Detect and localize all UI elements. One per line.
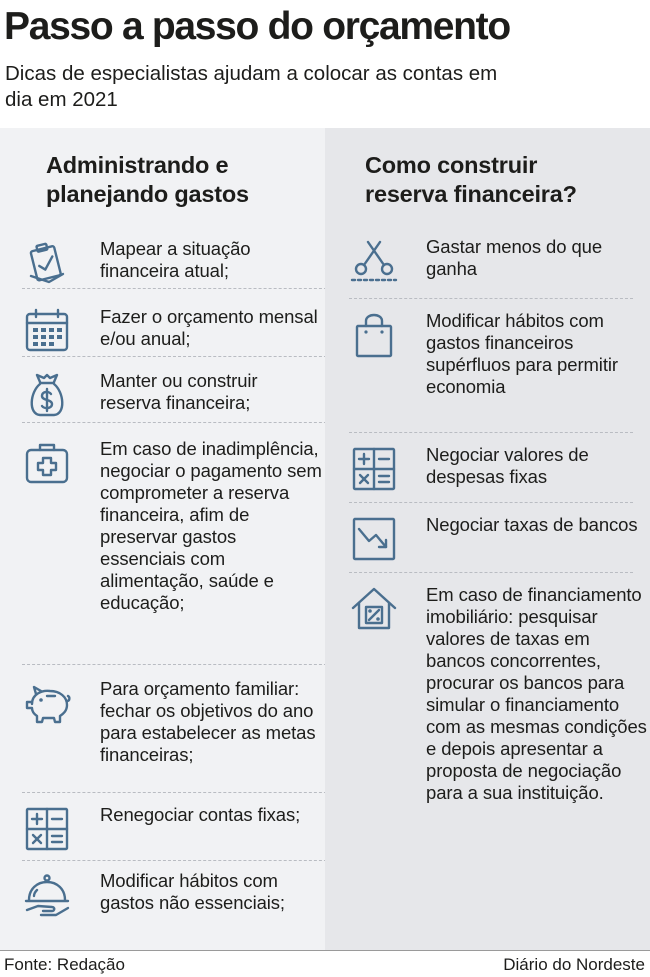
divider [349,298,633,299]
publisher-credit: Diário do Nordeste [503,955,645,974]
right-column-title [365,151,640,209]
page-subtitle: Dicas de especialistas ajudam a colocar as contas em dia em 2021 [5,62,498,111]
item-text: Renegociar contas fixas; [100,804,301,825]
item-text: Manter ou construir reserva financeira; [100,370,258,413]
divider [22,860,332,861]
chart-down-icon [349,514,399,564]
divider [22,664,332,665]
left-column-title [46,151,321,209]
divider [349,502,633,503]
right-title-post: financeira? [447,181,577,207]
left-title-bold: Administrando e planejando [46,152,229,207]
right-column [325,128,650,950]
item-text: Mapear a situação financeira atual; [100,238,251,281]
divider [22,356,332,357]
divider [22,288,332,289]
left-column [0,128,325,950]
shopping-bag-icon [349,310,399,360]
item-text: Negociar valores de despesas fixas [426,444,589,487]
item-text: Gastar menos do que ganha [426,236,603,279]
calculator-icon [349,444,399,494]
item-text: Negociar taxas de bancos [426,514,638,535]
calculator-icon [22,804,72,854]
right-title-pre: Como [365,152,438,178]
item-text: Modificar hábitos com gastos não essenciais; [100,870,285,913]
piggy-bank-icon [22,678,72,728]
food-cloche-icon [22,870,72,920]
first-aid-kit-icon [22,438,72,488]
calendar-icon [22,306,72,356]
item-text: Fazer o orçamento mensal e/ou anual; [100,306,318,349]
clipboard-check-icon [22,238,72,288]
divider [22,792,332,793]
right-title-bold1: construir [437,152,538,178]
page-title: Passo a passo do orçamento [4,5,510,48]
item-text: Em caso de financiamento imobiliário: pesquisar valores de taxas em bancos concorrentes, procurar os bancos para simular o financiamento com as mesmas condições e depois apresentar a proposta de negociação para a sua instituição. [426,584,647,803]
divider [349,572,633,573]
divider [22,422,332,423]
item-text: Em caso de inadimplência, negociar o pagamento sem comprometer a reserva financeira, afim de preservar gastos essenciais com alimentação, saúde e educação; [100,438,322,613]
source-credit: Fonte: Redação [4,955,125,974]
left-title-regular: gastos [168,181,249,207]
house-percent-icon [349,584,399,634]
footer [0,950,650,977]
header [0,0,650,128]
money-bag-icon [22,370,72,420]
right-title-bold2: reserva [365,181,448,207]
item-text: Para orçamento familiar: fechar os objetivos do ano para estabelecer as metas financeiras; [100,678,316,765]
divider [349,432,633,433]
scissors-icon [349,236,399,286]
item-text: Modificar hábitos com gastos financeiros supérfluos para permitir economia [426,310,618,397]
